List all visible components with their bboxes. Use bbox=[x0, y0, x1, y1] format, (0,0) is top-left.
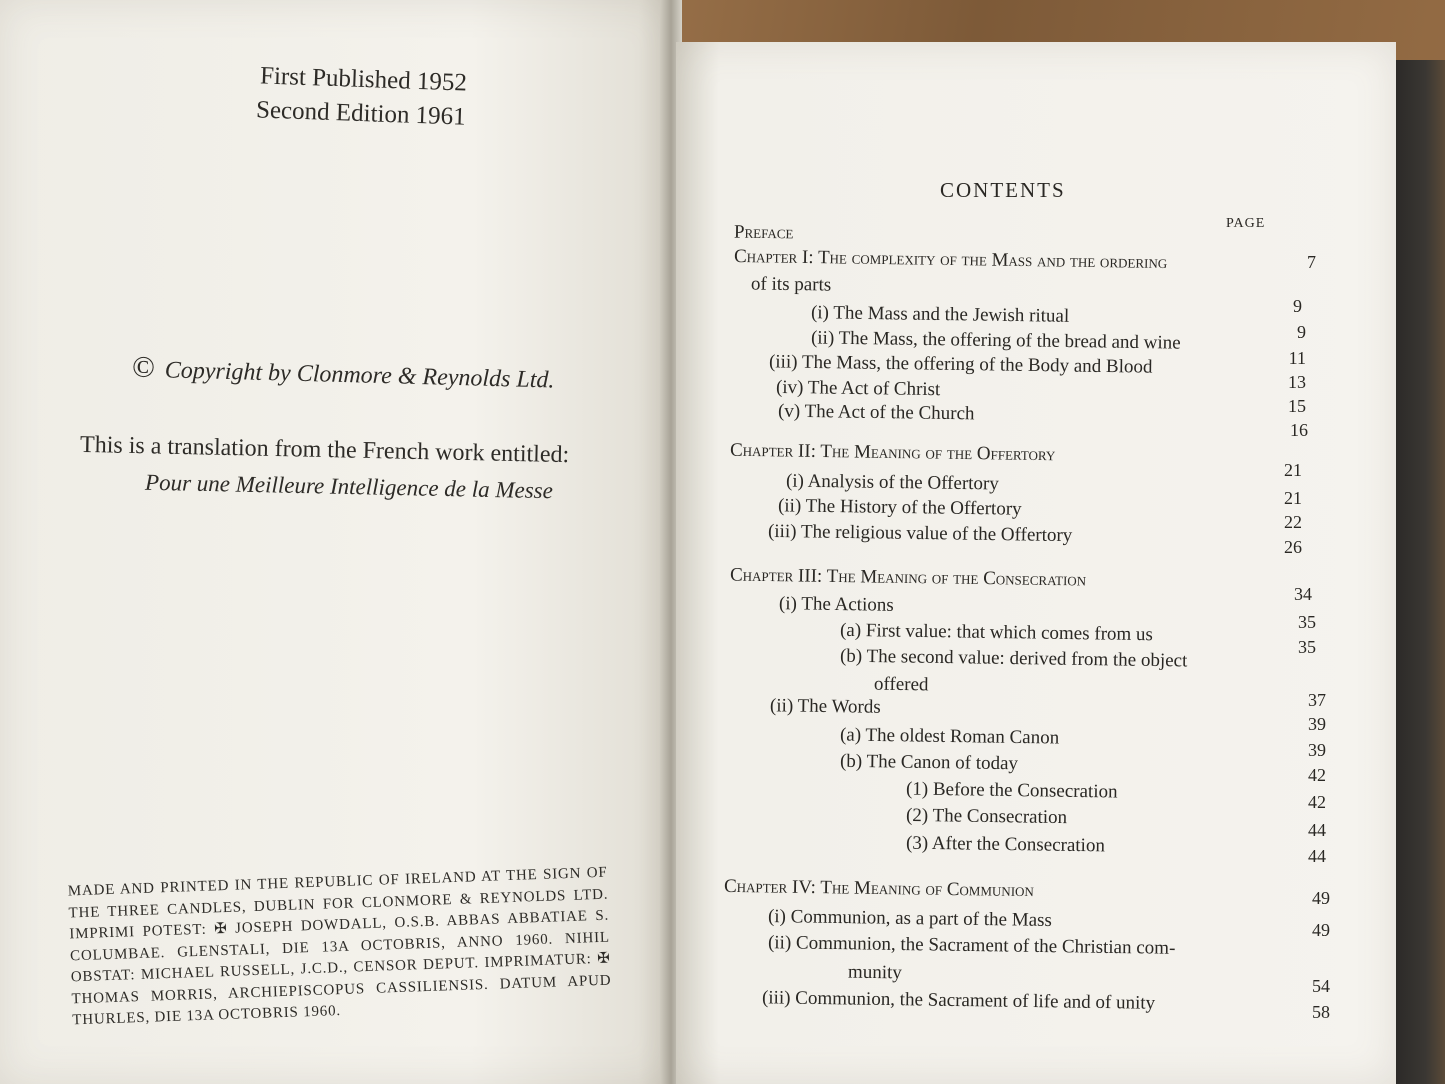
original-title: Pour une Meilleure Intelligence de la Messe bbox=[144, 469, 554, 504]
toc-page-number: 13 bbox=[1288, 372, 1306, 392]
toc-page-number: 22 bbox=[1284, 512, 1302, 532]
toc-page-number: 15 bbox=[1288, 396, 1306, 416]
toc-entry: (3) After the Consecration bbox=[905, 832, 1106, 857]
toc-entry: (i) Communion, as a part of the Mass bbox=[767, 906, 1053, 931]
toc-entry: (i) The Mass and the Jewish ritual bbox=[810, 302, 1070, 327]
toc-page-number: 44 bbox=[1308, 820, 1326, 840]
toc-entry: (ii) The Mass, the offering of the bread and wine bbox=[810, 327, 1181, 354]
toc-entry: offered bbox=[873, 673, 929, 696]
toc-entry: (a) First value: that which comes from us bbox=[839, 619, 1154, 646]
toc-entry: munity bbox=[847, 961, 902, 984]
toc-page-number: 58 bbox=[1312, 1002, 1330, 1022]
toc-chapter-entry: Chapter I: The complexity of the Mass and the ordering bbox=[733, 245, 1168, 274]
toc-page-number: 34 bbox=[1294, 584, 1312, 604]
toc-page-number: 21 bbox=[1284, 488, 1302, 508]
toc-entry: (iv) The Act of Christ bbox=[775, 376, 941, 401]
translation-line: This is a translation from the French work entitled: bbox=[79, 431, 570, 469]
toc-entry: (i) The Actions bbox=[778, 593, 894, 616]
toc-entry: (iii) The religious value of the Offertory bbox=[767, 520, 1073, 547]
imprint-block: MADE AND PRINTED IN THE REPUBLIC OF IRELAND AT THE SIGN OF THE THREE CANDLES, DUBLIN FOR CLONMORE & REYNOLDS LTD. IMPRIMI POTEST: ✠ JOSEPH DOWDALL, O.S.B. ABBAS ABBATIAE S. COLUMBAE. GLENSTALI, DIE 13A OCTOBRIS, ANNO 1960. NIHIL OBSTAT: MICHAEL RUSSELL, J.C.D., CENSOR DEPUT. IMPRIMATUR: ✠ THOMAS MORRIS, ARCHIEPISCOPUS CASSILIENSIS. DATUM APUD THURLES, DIE 13A OCTOBRIS 1960. bbox=[67, 864, 612, 1029]
right-page bbox=[676, 42, 1396, 1084]
toc-entry: (iii) Communion, the Sacrament of life and of unity bbox=[761, 987, 1156, 1014]
toc-entry: (ii) The History of the Offertory bbox=[777, 495, 1022, 520]
toc-entry: (ii) The Words bbox=[769, 695, 881, 718]
toc-entry: (a) The oldest Roman Canon bbox=[839, 724, 1060, 749]
toc-page-number: 9 bbox=[1293, 296, 1302, 316]
toc-page-number: 39 bbox=[1308, 740, 1326, 760]
toc-page-number: 7 bbox=[1307, 252, 1316, 272]
toc-page-number: 35 bbox=[1298, 612, 1316, 632]
toc-entry: (2) The Consecration bbox=[905, 804, 1068, 829]
first-published: First Published 1952 bbox=[259, 62, 468, 97]
contents-title: CONTENTS bbox=[940, 178, 1066, 202]
toc-page-number: 11 bbox=[1288, 348, 1306, 368]
toc-entry: (1) Before the Consecration bbox=[905, 778, 1118, 803]
toc-page-number: 35 bbox=[1298, 637, 1316, 657]
toc-chapter-entry: Chapter III: The Meaning of the Consecration bbox=[729, 564, 1087, 591]
toc-entry: (b) The second value: derived from the object bbox=[839, 645, 1188, 672]
page-column-header: PAGE bbox=[1226, 216, 1266, 231]
toc-chapter-entry: Chapter IV: The Meaning of Communion bbox=[723, 875, 1035, 902]
toc-page-number: 44 bbox=[1308, 846, 1326, 866]
toc-entry: (ii) Communion, the Sacrament of the Christian com- bbox=[767, 932, 1176, 959]
second-edition: Second Edition 1961 bbox=[255, 96, 467, 131]
toc-page-number: 39 bbox=[1308, 714, 1326, 734]
toc-chapter-entry: Preface bbox=[733, 221, 794, 244]
left-page bbox=[0, 0, 672, 1084]
toc-page-number: 21 bbox=[1284, 460, 1302, 480]
toc-page-number: 16 bbox=[1290, 420, 1308, 440]
toc-page-number: 9 bbox=[1297, 322, 1306, 342]
toc-chapter-entry: Chapter II: The Meaning of the Offertory bbox=[729, 439, 1056, 466]
toc-page-number: 54 bbox=[1312, 976, 1330, 996]
toc-entry: (i) Analysis of the Offertory bbox=[785, 470, 999, 495]
toc-page-number: 49 bbox=[1312, 920, 1330, 940]
copyright-text: Copyright by Clonmore & Reynolds Ltd. bbox=[164, 357, 555, 394]
toc-page-number: 42 bbox=[1308, 792, 1326, 812]
toc-entry: (v) The Act of the Church bbox=[777, 400, 975, 425]
toc-entry: of its parts bbox=[750, 273, 832, 296]
toc-page-number: 37 bbox=[1308, 690, 1326, 710]
toc-entry: (iii) The Mass, the offering of the Body and Blood bbox=[768, 351, 1153, 378]
copyright-symbol: © bbox=[131, 350, 156, 385]
book-cover-edge bbox=[1396, 60, 1445, 1084]
copyright-line bbox=[132, 350, 555, 395]
toc-page-number: 49 bbox=[1312, 888, 1330, 908]
toc-page-number: 42 bbox=[1308, 765, 1326, 785]
toc-entry: (b) The Canon of today bbox=[839, 750, 1019, 775]
toc-page-number: 26 bbox=[1284, 537, 1302, 557]
